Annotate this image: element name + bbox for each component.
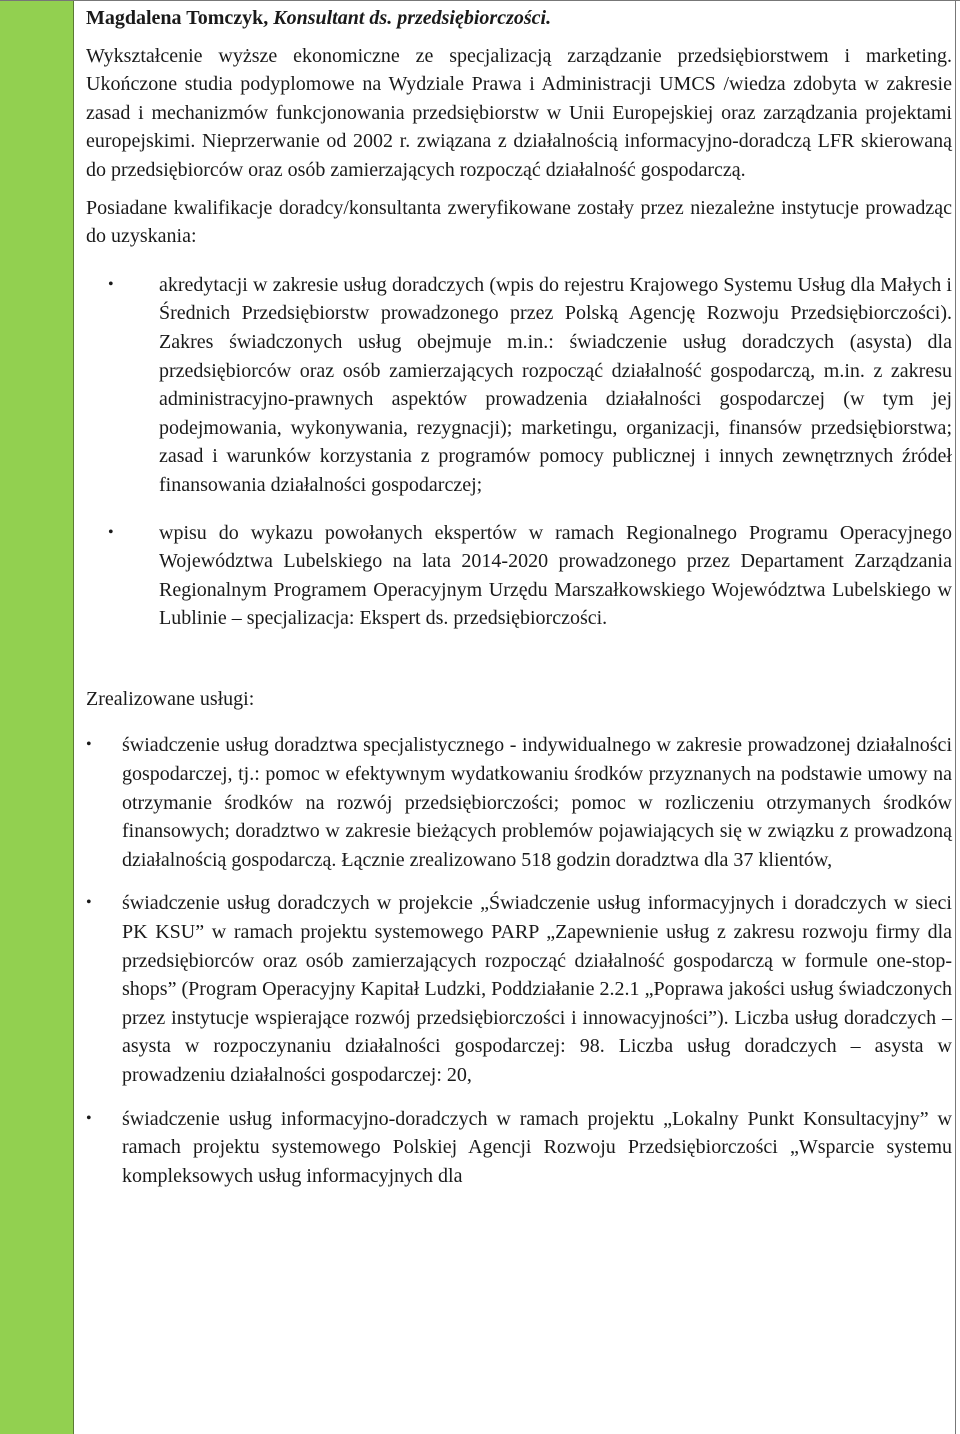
bullet-icon: • [86, 894, 92, 912]
services-title: Zrealizowane usługi: [86, 687, 255, 710]
bullet-icon: • [108, 523, 114, 541]
service-item [86, 889, 952, 1089]
bullet-icon: • [86, 736, 92, 754]
service-text: świadczenie usług doradczych w projekcie „Świadczenie usług informacyjnych i doradczych w sieci PK KSU” w ramach projektu systemowego PARP „Zapewnienie usług z zakresu rozwoju firmy dla przedsiębiorców oraz osób zamierzających rozpocząć działalność gospodarczą w formule one-stop-shops” (Program Operacyjny Kapitał Ludzki, Poddziałanie 2.2.1 „Poprawa jakości usług świadczonych przez instytucje wspierające rozwój przedsiębiorczości i innowacyjności”). Liczba usług doradczych – asysta w rozpoczynaniu działalności gospodarczej: 98. Liczba usług doradczych – asysta w prowadzeniu działalności gospodarczej: 20, [122, 892, 952, 1086]
document-content [86, 4, 952, 1205]
service-text: świadczenie usług informacyjno-doradczych w ramach projektu „Lokalny Punkt Konsultacyjny” w ramach projektu systemowego Polskiej Agencji Rozwoju Przedsiębiorczości „Wsparcie systemu kompleksowych usług informacyjnych dla [122, 1107, 952, 1187]
bullet-icon: • [86, 1109, 92, 1127]
frame-right-border [955, 0, 956, 1434]
qualification-item [86, 271, 952, 500]
consultant-name: Magdalena Tomczyk, [86, 7, 269, 29]
service-item [86, 1105, 952, 1191]
consultant-heading [86, 4, 952, 33]
green-side-bar [0, 0, 74, 1434]
services-list [86, 731, 952, 1190]
frame-top-border [0, 0, 960, 1]
qualification-text: wpisu do wykazu powołanych ekspertów w ramach Regionalnego Programu Operacyjnego Województwa Lubelskiego na lata 2014-2020 prowadzonego przez Departament Zarządzania Regionalnym Programem Operacyjnym Urzędu Marszałkowskiego Województwa Lubelskiego w Lublinie – specjalizacja: Ekspert ds. przedsiębiorczości. [159, 521, 952, 630]
education-paragraph: Wykształcenie wyższe ekonomiczne ze specjalizacją zarządzanie przedsiębiorstwem i marketing. Ukończone studia podyplomowe na Wydziale Prawa i Administracji UMCS /wiedza zdobyta w zakresie zasad i mechanizmów funkcjonowania przedsiębiorstw w Unii Europejskiej oraz zarządzania projektami europejskimi. Nieprzerwanie od 2002 r. związana z działalnością informacyjno-doradczą LFR skierowaną do przedsiębiorców oraz osób zamierzających rozpocząć działalność gospodarczą. [86, 44, 952, 181]
qualifications-intro: Posiadane kwalifikacje doradcy/konsultanta zweryfikowane zostały przez niezależne instytucje prowadząc do uzyskania: [86, 196, 952, 248]
qualification-item [86, 519, 952, 633]
consultant-role: Konsultant ds. przedsiębiorczości. [273, 7, 552, 29]
service-item [86, 731, 952, 874]
bullet-icon: • [108, 275, 114, 293]
qualifications-list [86, 271, 952, 633]
service-text: świadczenie usług doradztwa specjalistycznego - indywidualnego w zakresie prowadzonej działalności gospodarczej, tj.: pomoc w efektywnym wydatkowaniu środków przyznanych na podstawie umowy na otrzymanie środków na rozwój przedsiębiorczości; pomoc w rozliczeniu otrzymanych środków finansowych; doradztwo w zakresie bieżących problemów pojawiających się w związku z prowadzoną działalnością gospodarczą. Łącznie zrealizowano 518 godzin doradztwa dla 37 klientów, [122, 734, 952, 871]
qualification-text: akredytacji w zakresie usług doradczych (wpis do rejestru Krajowego Systemu Usług dla Małych i Średnich Przedsiębiorstw prowadzonego przez Polską Agencję Rozwoju Przedsiębiorczości). Zakres świadczonych usług obejmuje m.in.: świadczenie usług doradczych (asysta) dla przedsiębiorców oraz osób zamierzających rozpocząć działalność gospodarczą, m.in. z zakresu administracyjno-prawnych aspektów prowadzenia działalności gospodarczej (w tym jej podejmowania, wykonywania, rezygnacji); marketingu, organizacji, finansów przedsiębiorstwa; zasad i warunków korzystania z programów pomocy publicznej i innych zewnętrznych źródeł finansowania działalności gospodarczej; [159, 273, 952, 496]
